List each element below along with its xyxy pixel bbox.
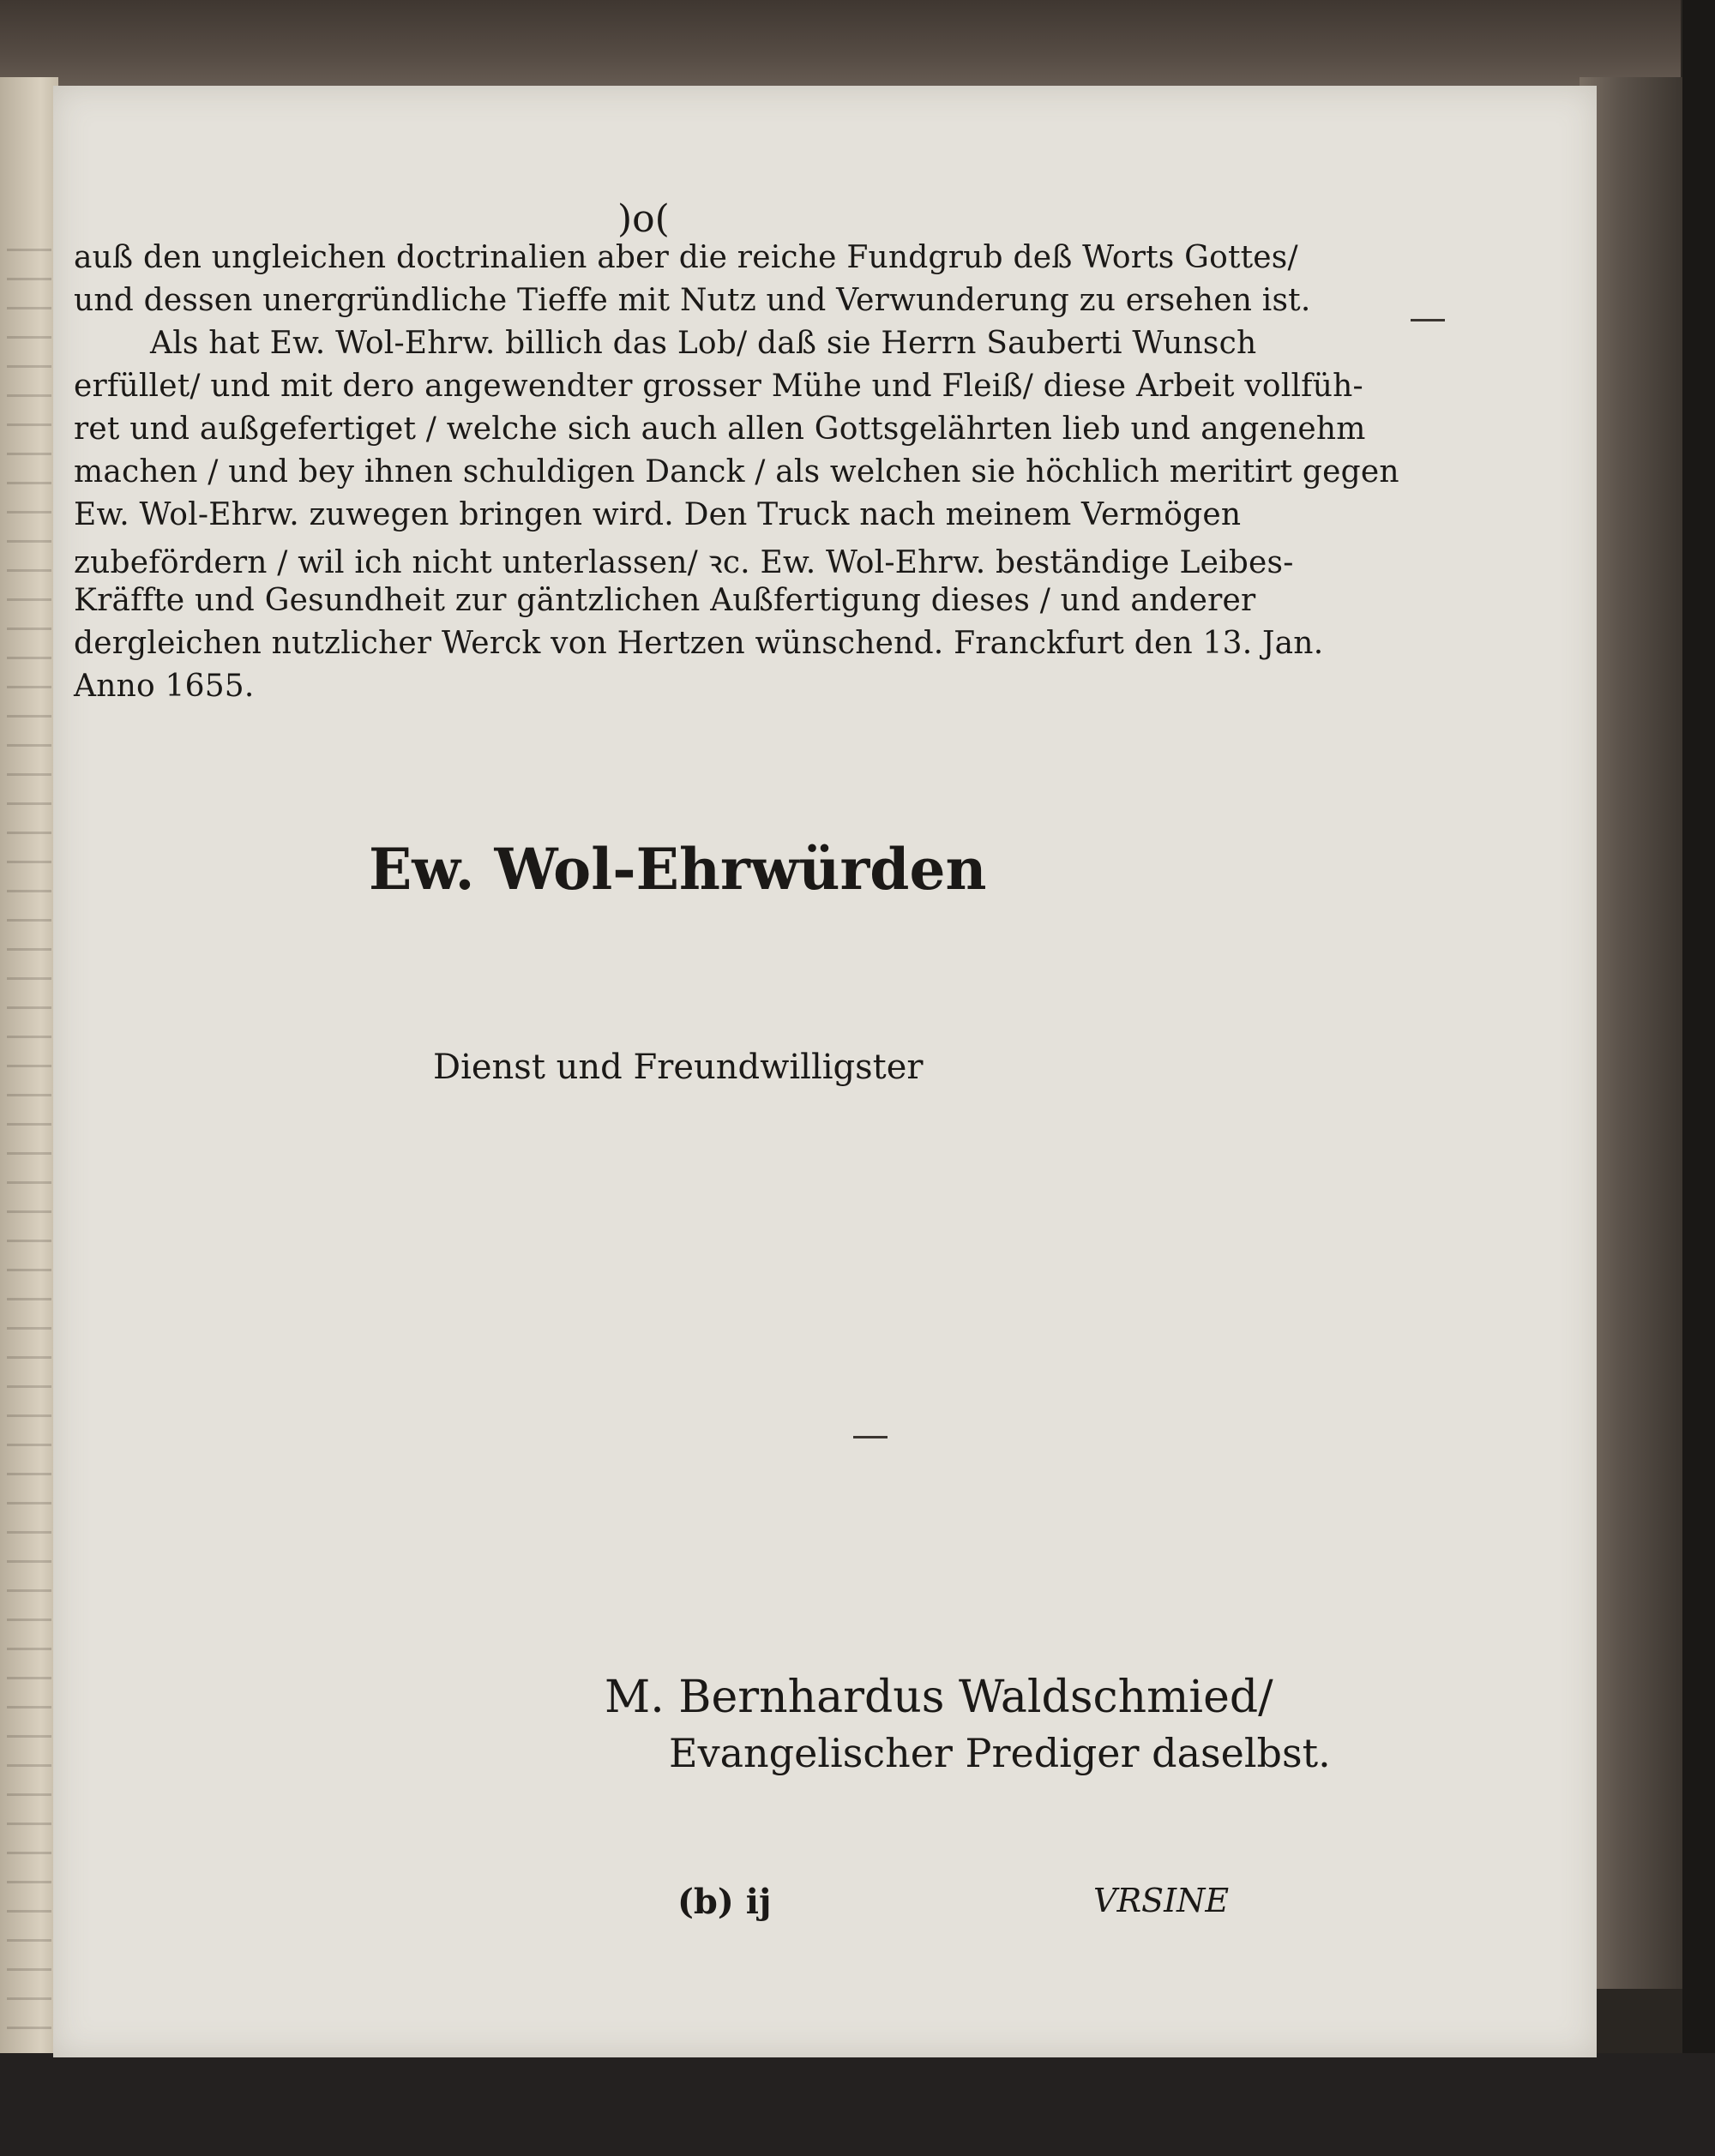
body-line-7: Ew. Wol-Ehrw. zuwegen bringen wird. Den Truck nach meinem Vermögen <box>74 497 1242 532</box>
signature-mark: (b) ij <box>677 1882 772 1922</box>
signer-name: M. Bernhardus Waldschmied/ <box>605 1672 1273 1723</box>
body-line-10: dergleichen nutzlicher Werck von Hertzen wünschend. Franckfurt den 13. Jan. <box>74 626 1324 661</box>
book-top-edge <box>0 0 1681 94</box>
closing-salutation: Ew. Wol-Ehrwürden <box>369 836 987 903</box>
scan-dark-border <box>1682 0 1715 2156</box>
service-line: Dienst und Freundwilligster <box>433 1048 924 1087</box>
body-line-5: ret und außgefertiget / welche sich auch allen Gottsgelährten lieb und angenehm <box>74 411 1366 447</box>
center-dash <box>853 1436 888 1438</box>
adjacent-page-strip <box>0 77 58 2075</box>
body-line-11: Anno 1655. <box>74 669 255 704</box>
page-ornament-mark: )o( <box>617 197 670 241</box>
scan-bottom-border <box>0 2053 1715 2156</box>
body-line-6: machen / und bey ihnen schuldigen Danck / als welchen sie höchlich meritirt gegen <box>74 454 1399 489</box>
body-line-2: und dessen unergründliche Tieffe mit Nutz und Verwunderung zu ersehen ist. <box>74 283 1311 318</box>
body-line-9: Kräffte und Gesundheit zur gäntzlichen Außfertigung dieses / und anderer <box>74 583 1256 618</box>
signer-title: Evangelischer Prediger daselbst. <box>669 1730 1331 1776</box>
body-line-1: auß den ungleichen doctrinalien aber die reiche Fundgrub deß Worts Gottes/ <box>74 240 1298 275</box>
adjacent-page-text-fragments <box>7 249 51 2049</box>
body-line-4: erfüllet/ und mit dero angewendter grosser Mühe und Fleiß/ diese Arbeit vollfüh- <box>74 369 1363 404</box>
margin-dash <box>1411 319 1445 321</box>
catchword: VRSINE <box>1093 1882 1230 1919</box>
body-line-8: zubefördern / wil ich nicht unterlassen/ ꝛc. Ew. Wol-Ehrw. beständige Leibes- <box>74 545 1294 580</box>
body-line-3: Als hat Ew. Wol-Ehrw. billich das Lob/ daß sie Herrn Sauberti Wunsch <box>150 326 1257 361</box>
